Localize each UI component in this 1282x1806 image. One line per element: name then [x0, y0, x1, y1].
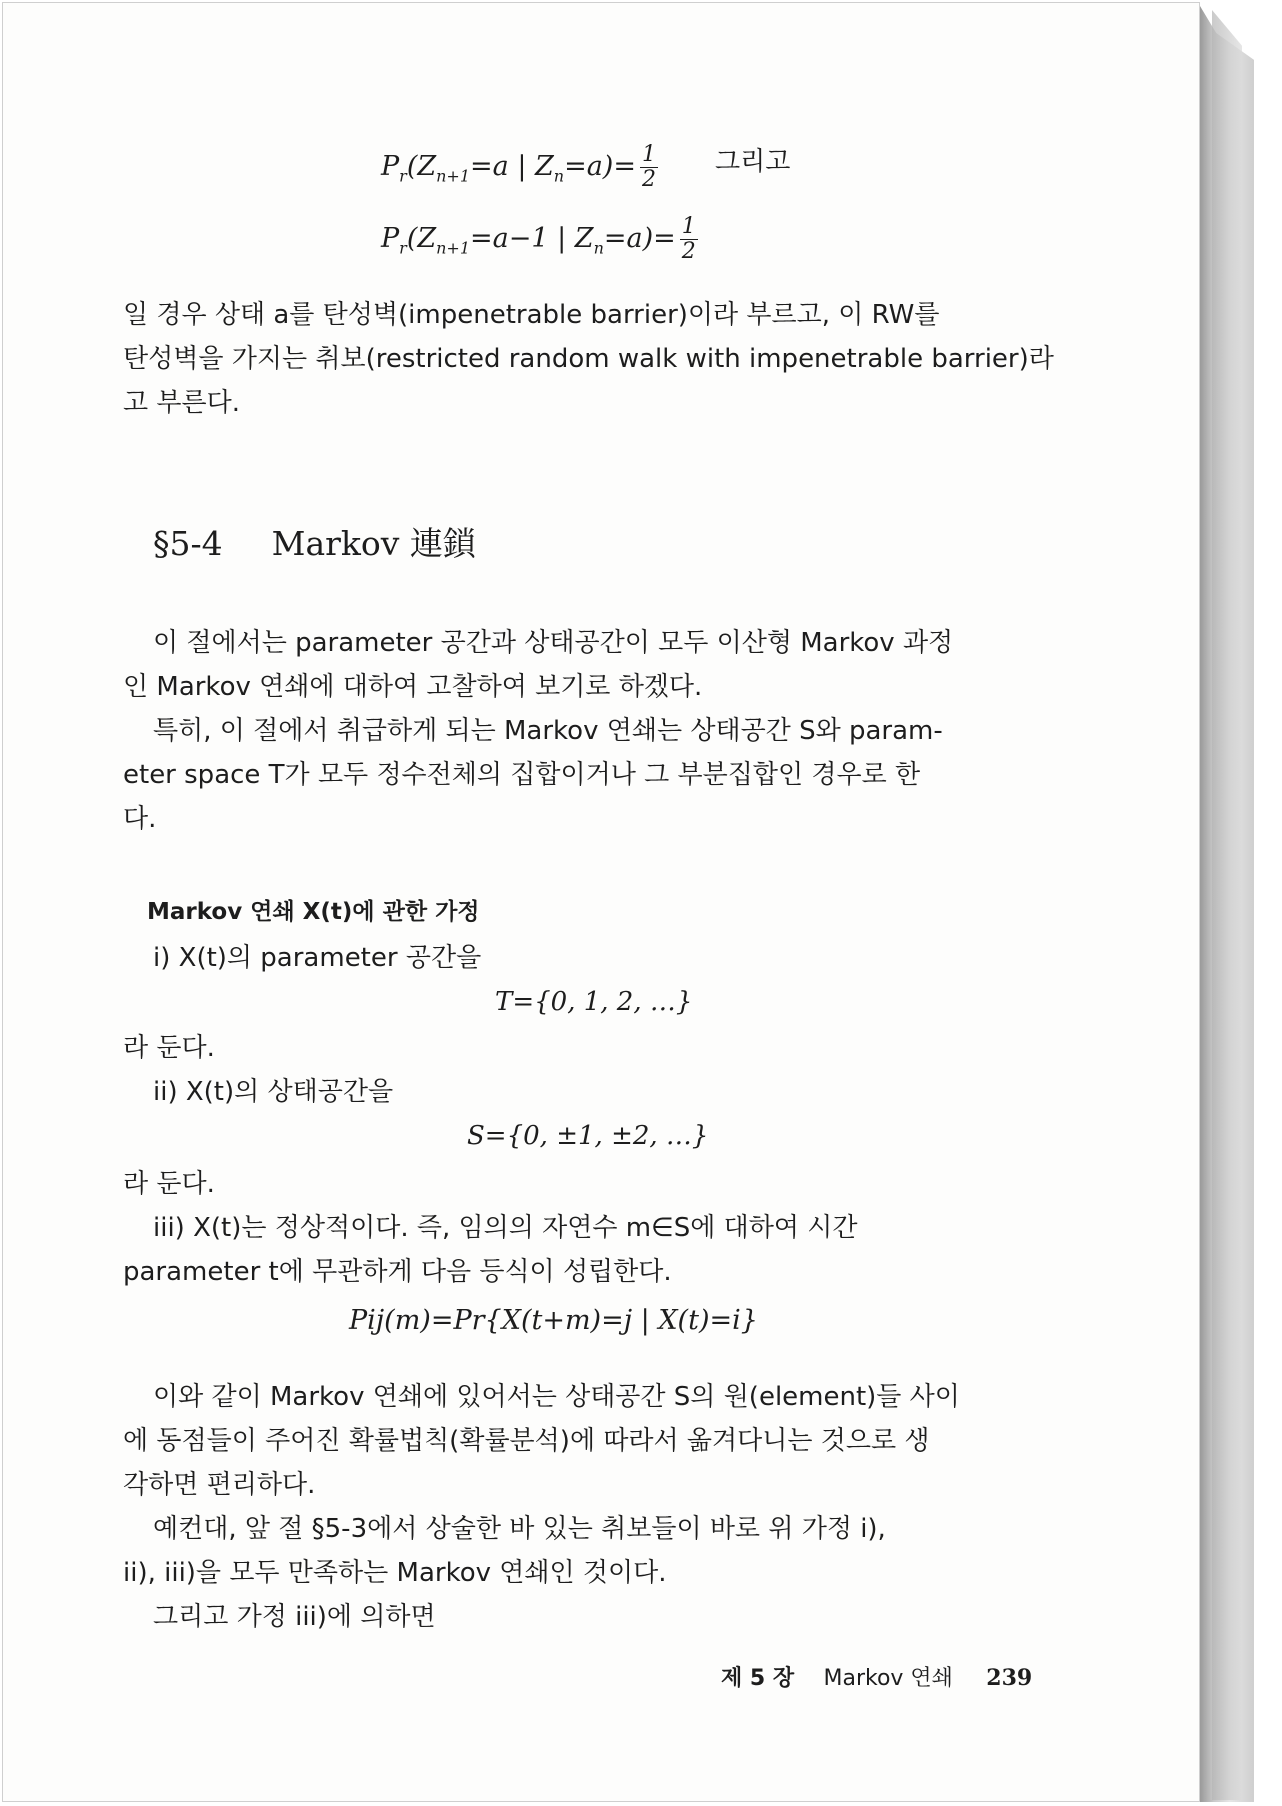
section-title: Markov 連鎖 — [271, 524, 476, 563]
assumption-i: i) X(t)의 parameter 공간을 — [153, 943, 482, 973]
closing-line-6: 그리고 가정 iii)에 의하면 — [153, 1602, 436, 1632]
assumption-iii-equation: Pij(m)=Pr{X(t+m)=j | X(t)=i} — [349, 1305, 758, 1336]
assumption-i-end: 라 둔다. — [123, 1033, 215, 1063]
closing-line-4: 예컨대, 앞 절 §5-3에서 상술한 바 있는 취보들이 바로 위 가정 i), — [153, 1514, 886, 1544]
barrier-paragraph — [123, 293, 1068, 425]
assumption-ii: ii) X(t)의 상태공간을 — [153, 1077, 394, 1107]
closing-line-5: ii), iii)을 모두 만족하는 Markov 연쇄인 것이다. — [123, 1558, 667, 1588]
assumption-ii-end: 라 둔다. — [123, 1169, 215, 1199]
barrier-line-2: 탄성벽을 가지는 취보(restricted random walk with impenetrable barrier)라 — [123, 344, 1054, 374]
footer-chapter: 제 5 장 — [721, 1666, 795, 1691]
assumption-ii-set: S={0, ±1, ±2, …} — [467, 1121, 709, 1151]
assumption-iii-line-1: iii) X(t)는 정상적이다. 즉, 임의의 자연수 m∈S에 대하여 시간 — [153, 1213, 858, 1243]
closing-line-3: 각하면 편리하다. — [123, 1470, 316, 1500]
intro-line-5: 다. — [123, 804, 157, 834]
book-page — [2, 2, 1200, 1802]
equation-1: $P_r(Z_{n+1}=a$ | $Z_n=a)=$ $\frac{1}{2}$ — [381, 142, 656, 192]
section-heading — [153, 524, 476, 563]
page-number: 239 — [986, 1665, 1033, 1691]
closing-line-1: 이와 같이 Markov 연쇄에 있어서는 상태공간 S의 원(element)들 사이 — [153, 1382, 960, 1412]
intro-line-1: 이 절에서는 parameter 공간과 상태공간이 모두 이산형 Markov 과정 — [153, 628, 954, 658]
barrier-line-1: 일 경우 상태 a를 탄성벽(impenetrable barrier)이라 부르고, 이 RW를 — [123, 300, 940, 330]
section-number: §5-4 — [153, 524, 223, 563]
page-edge-inner — [1212, 10, 1242, 1800]
intro-paragraph — [123, 621, 1068, 841]
barrier-line-3: 고 부른다. — [123, 388, 240, 418]
assumption-iii-line-2: parameter t에 무관하게 다음 등식이 성립한다. — [123, 1257, 672, 1287]
footer-title: Markov 연쇄 — [823, 1666, 953, 1691]
assumptions-heading: Markov 연쇄 X(t)에 관한 가정 — [147, 899, 480, 925]
page-footer — [721, 1667, 1032, 1690]
intro-line-2: 인 Markov 연쇄에 대하여 고찰하여 보기로 하겠다. — [123, 672, 703, 702]
intro-line-4: eter space T가 모두 정수전체의 집합이거나 그 부분집합인 경우로 한 — [123, 760, 921, 790]
closing-paragraph — [123, 1375, 1068, 1639]
intro-line-3: 특히, 이 절에서 취급하게 되는 Markov 연쇄는 상태공간 S와 param- — [153, 716, 943, 746]
equation-2: $P_r(Z_{n+1}=a-1$ | $Z_n=a)=$ $\frac{1}{2}$ — [381, 214, 696, 264]
closing-line-2: 에 동점들이 주어진 확률법칙(확률분석)에 따라서 옮겨다니는 것으로 생 — [123, 1426, 930, 1456]
assumption-i-set: T={0, 1, 2, …} — [495, 987, 693, 1017]
equation-1-conjunction: 그리고 — [715, 147, 791, 177]
